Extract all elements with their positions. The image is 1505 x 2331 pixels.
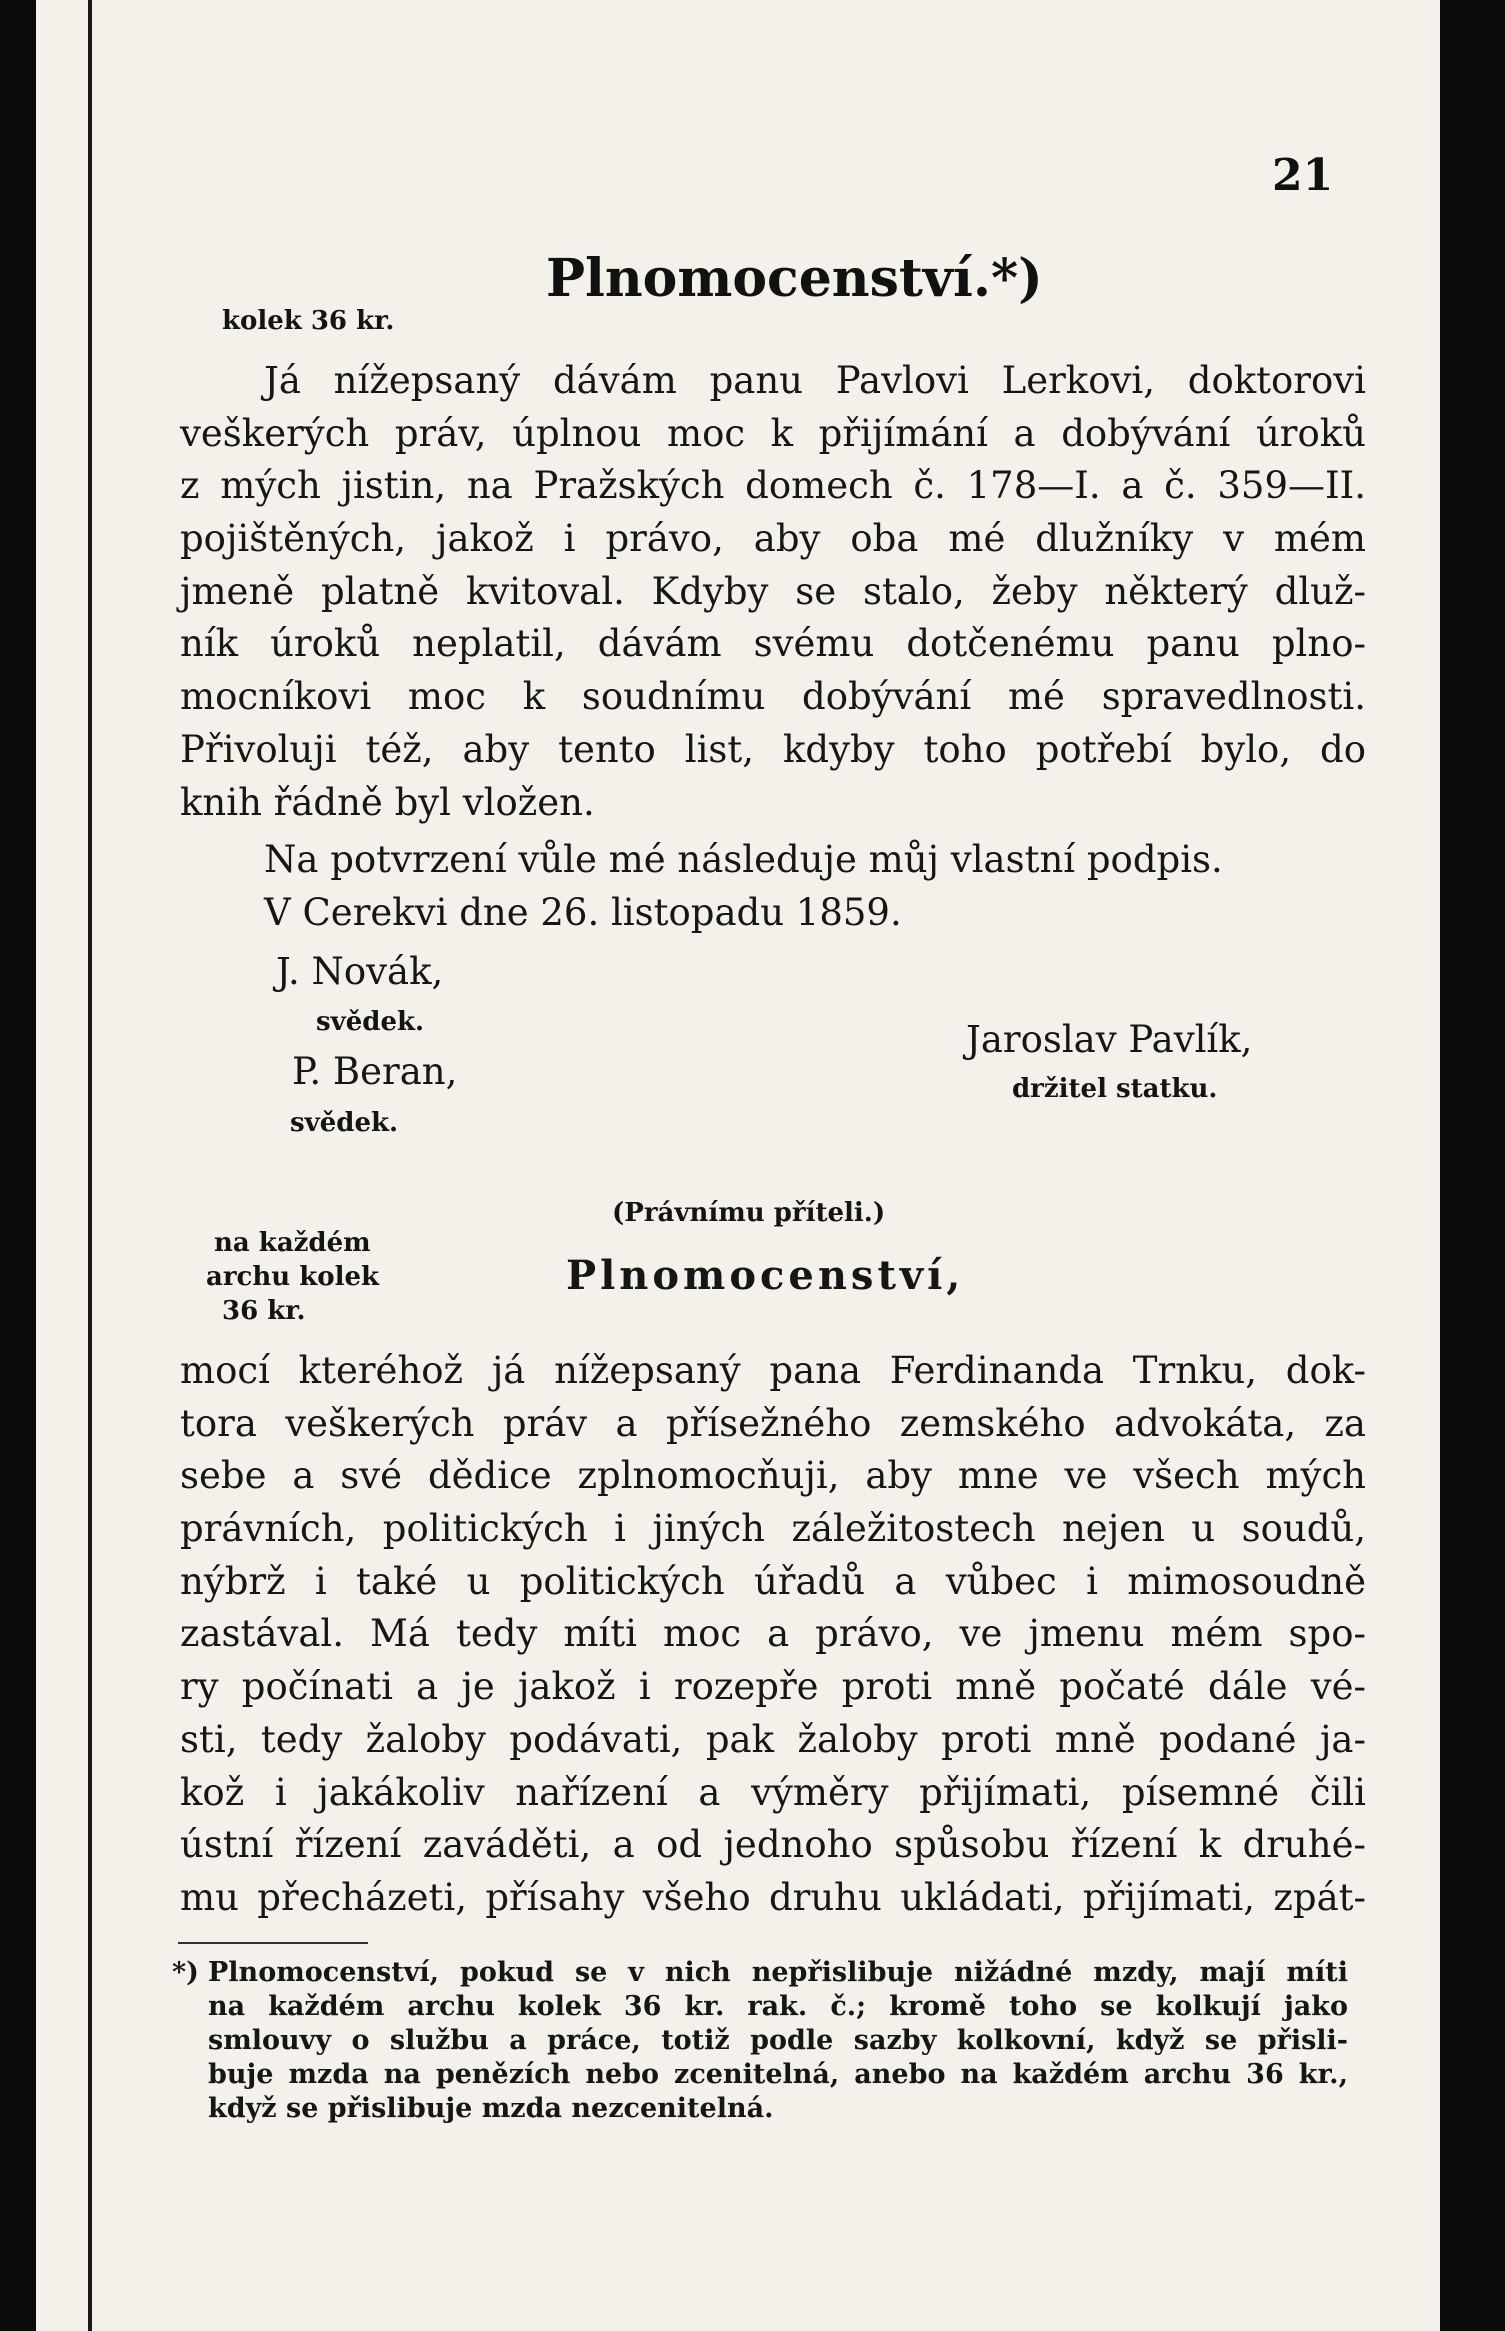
- text-line: sebe a své dědice zplnomocňuji, aby mne ve všech mých: [180, 1454, 1366, 1498]
- footnote-line: na každém archu kolek 36 kr. rak. č.; kromě toho se kolkují jako: [208, 1991, 1348, 2022]
- place-date: V Cerekvi dne 26. listopadu 1859.: [264, 891, 902, 934]
- paragraph-1: [180, 355, 1366, 829]
- text-line: ústní řízení zaváděti, a od jednoho spůsobu řízení k druhé-: [180, 1823, 1366, 1867]
- witness-2-role: svědek.: [290, 1108, 399, 1138]
- footnote-line: Plnomocenství, pokud se v nich nepřislibuje nižádné mzdy, mají míti: [208, 1957, 1348, 1988]
- page-edge-rule: [88, 0, 92, 2331]
- stamp-note: kolek 36 kr.: [222, 306, 395, 336]
- footnote-rule: [178, 1942, 368, 1944]
- text-line: mocí kteréhož já nížepsaný pana Ferdinanda Trnku, dok-: [180, 1349, 1366, 1392]
- text-line: jmeně platně kvitoval. Kdyby se stalo, žeby některý dluž-: [180, 569, 1366, 613]
- document-title-2: Plnomocenství,: [566, 1252, 965, 1299]
- text-line: Já nížepsaný dávám panu Pavlovi Lerkovi, doktorovi: [264, 359, 1366, 402]
- text-line: mocníkovi moc k soudnímu dobývání mé spravedlnosti.: [180, 675, 1366, 719]
- document-title: Plnomocenství.*): [546, 248, 1043, 309]
- confirmation-line: Na potvrzení vůle mé následuje můj vlastní podpis.: [264, 838, 1223, 881]
- page-number: 21: [1272, 150, 1334, 201]
- text-line: pojištěných, jakož i právo, aby oba mé dlužníky v mém: [180, 517, 1366, 561]
- text-line: právních, politických i jiných záležitostech nejen u soudů,: [180, 1507, 1366, 1551]
- text-line: nýbrž i také u politických úřadů a vůbec i mimosoudně: [180, 1559, 1366, 1603]
- addressee: (Právnímu příteli.): [612, 1198, 886, 1228]
- text-line: tora veškerých práv a přísežného zemského advokáta, za: [180, 1401, 1366, 1445]
- text-line: veškerých práv, úplnou moc k přijímání a dobývání úroků: [180, 411, 1366, 455]
- footnote-line: buje mzda na penězích nebo zcenitelná, anebo na každém archu 36 kr.,: [208, 2059, 1348, 2090]
- text-line: Přivoluji též, aby tento list, kdyby toho potřebí bylo, do: [180, 727, 1366, 771]
- text-line: ník úroků neplatil, dávám svému dotčenému panu plno-: [180, 622, 1366, 666]
- stamp-note-line: archu kolek: [206, 1262, 380, 1292]
- text-line: sti, tedy žaloby podávati, pak žaloby proti mně podané ja-: [180, 1717, 1366, 1761]
- footnote: [172, 1956, 1348, 2126]
- stamp-note-line: 36 kr.: [222, 1296, 306, 1326]
- scan-edge: [1440, 0, 1476, 2331]
- witness-1-name: J. Novák,: [276, 950, 444, 993]
- text-line: zastával. Má tedy míti moc a právo, ve jmenu mém spo-: [180, 1612, 1366, 1656]
- witness-2-name: P. Beran,: [292, 1050, 458, 1093]
- footnote-marker: *): [172, 1957, 199, 1988]
- book-page: [36, 0, 1476, 2331]
- footnote-line: smlouvy o službu a práce, totiž podle sazby kolkovní, když se přisli-: [208, 2025, 1348, 2056]
- text-line: mu přecházeti, přísahy všeho druhu ukládati, přijímati, zpát-: [180, 1875, 1366, 1919]
- paragraph-2: [180, 1345, 1366, 1925]
- signatory-name: Jaroslav Pavlík,: [966, 1018, 1253, 1061]
- text-line: z mých jistin, na Pražských domech č. 178—I. a č. 359—II.: [180, 464, 1366, 508]
- text-line: knih řádně byl vložen.: [180, 780, 595, 824]
- footnote-line: když se přislibuje mzda nezcenitelná.: [208, 2093, 774, 2124]
- witness-1-role: svědek.: [316, 1007, 425, 1037]
- text-line: kož i jakákoliv nařízení a výměry přijímati, písemné čili: [180, 1770, 1366, 1814]
- text-line: ry počínati a je jakož i rozepře proti mně počaté dále vé-: [180, 1665, 1366, 1709]
- stamp-note-line: na každém: [214, 1228, 371, 1258]
- signatory-role: držitel statku.: [1012, 1074, 1218, 1104]
